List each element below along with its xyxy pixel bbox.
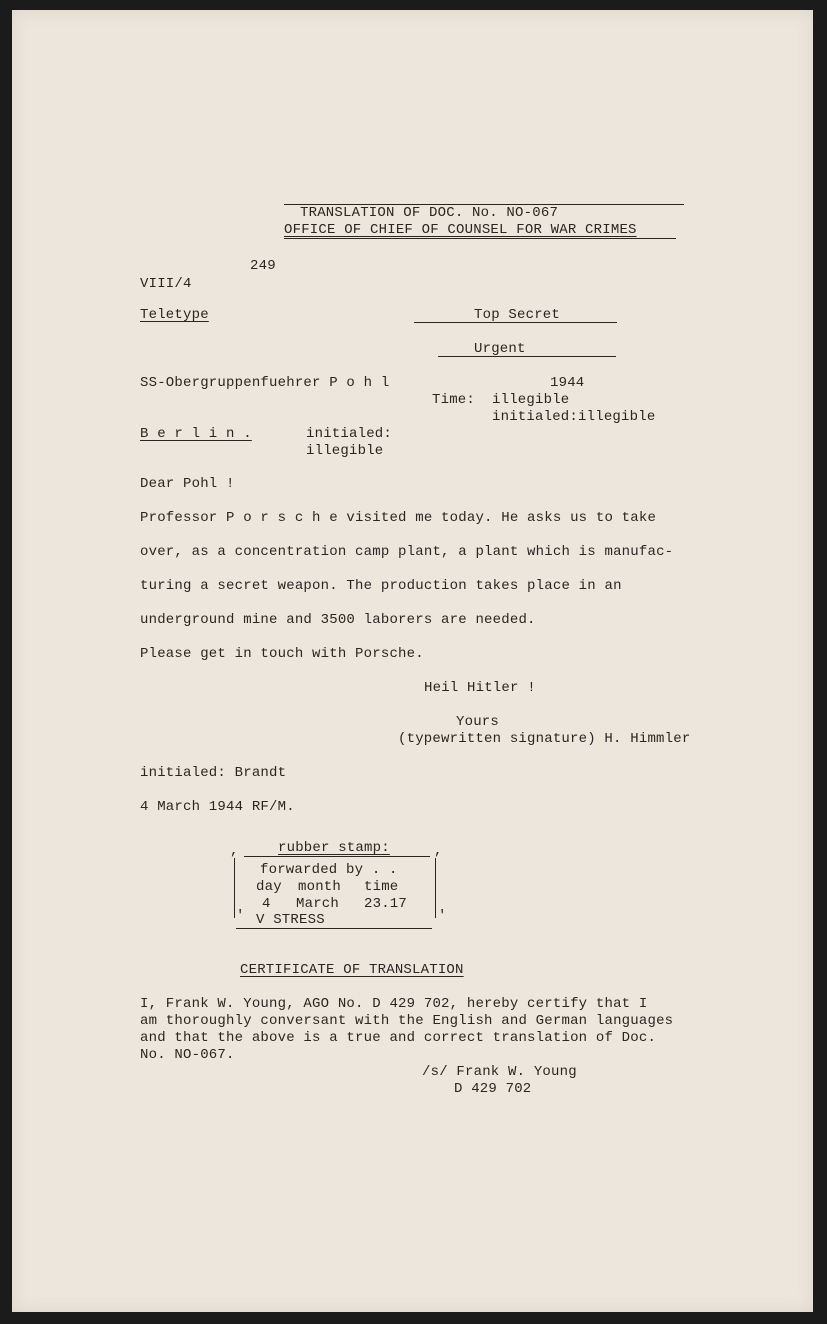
certificate-line: I, Frank W. Young, AGO No. D 429 702, hereby certify that I	[140, 996, 648, 1012]
certificate-number: D 429 702	[454, 1081, 532, 1097]
addressee-initialed-value: illegible	[306, 443, 384, 459]
closing-yours: Yours	[456, 714, 500, 730]
closing-signature: (typewritten signature) H. Himmler	[398, 731, 691, 747]
doc-number: 249	[250, 258, 276, 274]
stamp-tick: '	[236, 908, 245, 924]
stamp-left-border	[234, 858, 235, 918]
certificate-line: No. NO-067.	[140, 1047, 235, 1063]
footer-initials: initialed: Brandt	[140, 765, 287, 781]
body-line: turing a secret weapon. The production takes place in an	[140, 578, 622, 594]
certificate-line: am thoroughly conversant with the English and German languages	[140, 1013, 674, 1029]
doc-type: Teletype	[140, 307, 209, 323]
addressee-initialed-label: initialed:	[306, 426, 393, 442]
dispatch-time-label: Time:	[432, 392, 476, 408]
stamp-tick: '	[438, 908, 447, 924]
header-translation-line: TRANSLATION OF DOC. No. NO-067	[300, 205, 559, 221]
certificate-signed: /s/ Frank W. Young	[422, 1064, 577, 1080]
closing-greeting: Heil Hitler !	[424, 680, 536, 696]
stamp-header-time: time	[364, 879, 399, 895]
stamp-forwarded: forwarded by . .	[260, 862, 398, 878]
stamp-title: rubber stamp:	[278, 840, 390, 856]
body-line: Please get in touch with Porsche.	[140, 646, 424, 662]
file-reference: VIII/4	[140, 276, 192, 292]
stamp-value-month: March	[296, 896, 340, 912]
addressee-rank-name: SS-Obergruppenfuehrer P o h l	[140, 375, 390, 391]
stamp-header-month: month	[298, 879, 342, 895]
dispatch-year: 1944	[550, 375, 585, 391]
salutation: Dear Pohl !	[140, 476, 235, 492]
certificate-title: CERTIFICATE OF TRANSLATION	[240, 962, 464, 978]
footer-date: 4 March 1944 RF/M.	[140, 799, 295, 815]
dispatch-time-value: illegible	[492, 392, 570, 408]
stamp-top-rule	[244, 856, 430, 857]
stamp-bottom-rule	[236, 928, 432, 929]
stamp-value-time: 23.17	[364, 896, 408, 912]
body-line: over, as a concentration camp plant, a plant which is manufac-	[140, 544, 674, 560]
stamp-header-day: day	[256, 879, 282, 895]
urgent-rule	[438, 356, 616, 357]
stamp-tick: ,	[230, 843, 239, 859]
dispatch-initialed: initialed:illegible	[492, 409, 656, 425]
classification-priority: Urgent	[474, 341, 526, 357]
header-office-line: OFFICE OF CHIEF OF COUNSEL FOR WAR CRIMES	[284, 222, 637, 238]
classification-secret: Top Secret	[474, 307, 561, 323]
certificate-line: and that the above is a true and correct translation of Doc.	[140, 1030, 657, 1046]
body-line: Professor P o r s c h e visited me today. He asks us to take	[140, 510, 657, 526]
addressee-city: B e r l i n .	[140, 426, 252, 442]
stamp-right-border	[435, 858, 436, 918]
body-line: underground mine and 3500 laborers are needed.	[140, 612, 536, 628]
stamp-value-day: 4	[262, 896, 271, 912]
stamp-initials: V STRESS	[256, 912, 325, 928]
stamp-tick: ,	[434, 843, 443, 859]
header-bottom-rule	[284, 238, 676, 239]
